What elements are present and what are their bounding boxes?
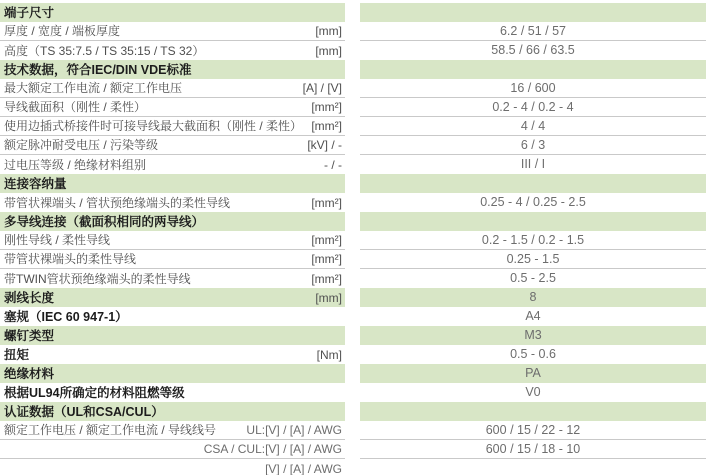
param-label: 导线截面积（刚性 / 柔性） [4, 100, 147, 114]
section-title: 认证数据（UL和CSA/CUL） [4, 404, 164, 419]
value-cell: 0.25 - 1.5 [360, 250, 706, 269]
value-cell: III / I [520, 157, 546, 171]
param-unit: [mm²] [311, 100, 342, 114]
param-unit: [mm] [315, 43, 342, 58]
param-unit: [mm²] [311, 119, 342, 133]
param-label: 额定脉冲耐受电压 / 污染等级 [4, 138, 159, 152]
param-unit: [mm²] [311, 195, 342, 210]
column-gutter [345, 3, 360, 475]
param-unit: [mm] [315, 290, 342, 305]
param-unit: [V] / [A] / AWG [265, 461, 342, 475]
value-cell: 0.2 - 1.5 / 0.2 - 1.5 [360, 231, 706, 250]
section-title: 剥线长度 [4, 290, 55, 305]
param-unit: [mm²] [311, 252, 342, 266]
param-row [0, 421, 345, 440]
param-unit: [A] / [V] [302, 81, 342, 95]
section-header-row [0, 364, 345, 383]
param-label: 带管状裸端头 / 管状预绝缘端头的柔性导线 [4, 195, 231, 210]
value-cell: 0.25 - 4 / 0.25 - 2.5 [480, 195, 586, 209]
value-cell: 8 [360, 288, 706, 307]
param-unit: CSA / CUL:[V] / [A] / AWG [203, 442, 342, 456]
value-cell: 600 / 15 / 22 - 12 [360, 421, 706, 440]
value-cell: 58.5 / 66 / 63.5 [491, 43, 575, 57]
param-row [0, 41, 345, 60]
param-row [0, 307, 345, 326]
param-row [0, 117, 345, 136]
value-cell: 16 / 600 [360, 79, 706, 98]
param-label: 高度（TS 35:7.5 / TS 35:15 / TS 32） [4, 43, 205, 58]
param-unit: [mm²] [311, 271, 342, 286]
param-row [0, 345, 345, 364]
param-label: 根据UL94所确定的材料阻燃等级 [4, 385, 185, 400]
value-cell [360, 459, 706, 475]
param-unit: [mm] [315, 24, 342, 38]
section-header-row [0, 174, 345, 193]
param-unit: [mm²] [311, 233, 342, 247]
param-unit: - / - [324, 157, 342, 172]
param-unit: UL:[V] / [A] / AWG [246, 423, 342, 437]
section-header-row [0, 288, 345, 307]
value-cell: 600 / 15 / 18 - 10 [360, 440, 706, 459]
value-cell: A4 [525, 309, 541, 323]
param-label: 刚性导线 / 柔性导线 [4, 233, 111, 247]
param-label: 带管状裸端头的柔性导线 [4, 252, 137, 266]
param-label: 过电压等级 / 绝缘材料组别 [4, 157, 147, 172]
value-cell: 0.2 - 4 / 0.2 - 4 [360, 98, 706, 117]
param-label: 带TWIN管状预绝缘端头的柔性导线 [4, 271, 191, 286]
param-row [0, 22, 345, 41]
param-label: 扭矩 [4, 347, 30, 362]
param-row [0, 155, 345, 174]
value-cell: V0 [525, 385, 541, 399]
param-row [0, 193, 345, 212]
param-row [0, 440, 345, 459]
param-unit: [Nm] [316, 347, 342, 362]
param-row [0, 269, 345, 288]
value-cell: 6.2 / 51 / 57 [360, 22, 706, 41]
param-unit: [kV] / - [307, 138, 342, 152]
section-title: 绝缘材料 [4, 366, 55, 381]
value-cell: M3 [360, 326, 706, 345]
param-label: 厚度 / 宽度 / 端板厚度 [4, 24, 121, 38]
section-header-row [0, 3, 345, 22]
section-header-row [0, 60, 345, 79]
value-cell [360, 212, 706, 231]
param-label: 塞规（IEC 60 947-1） [4, 309, 128, 324]
param-row [0, 231, 345, 250]
param-column [0, 3, 345, 475]
param-row [0, 136, 345, 155]
param-label: 最大额定工作电流 / 额定工作电压 [4, 81, 183, 95]
param-row [0, 459, 345, 475]
section-title: 螺钉类型 [4, 328, 55, 343]
section-title: 连接容纳量 [4, 176, 67, 191]
param-label: 额定工作电压 / 额定工作电流 / 导线线号 [4, 423, 217, 437]
value-cell: 4 / 4 [360, 117, 706, 136]
param-row [0, 250, 345, 269]
param-label: 使用边插式桥接件时可接导线最大截面积（刚性 / 柔性） [4, 119, 303, 133]
value-cell [360, 3, 706, 22]
section-header-row [0, 212, 345, 231]
value-cell [360, 60, 706, 79]
value-cell: 6 / 3 [360, 136, 706, 155]
section-header-row [0, 402, 345, 421]
section-title: 端子尺寸 [4, 5, 55, 20]
value-cell: 0.5 - 0.6 [510, 347, 556, 361]
value-cell: 0.5 - 2.5 [510, 271, 556, 285]
section-header-row [0, 326, 345, 345]
param-row [0, 383, 345, 402]
section-title: 多导线连接（截面积相同的两导线） [4, 214, 205, 229]
value-cell [360, 402, 706, 421]
value-cell [360, 174, 706, 193]
section-title: 技术数据，符合IEC/DIN VDE标准 [4, 62, 192, 77]
param-row [0, 79, 345, 98]
value-cell: PA [360, 364, 706, 383]
param-row [0, 98, 345, 117]
value-column [360, 3, 706, 475]
